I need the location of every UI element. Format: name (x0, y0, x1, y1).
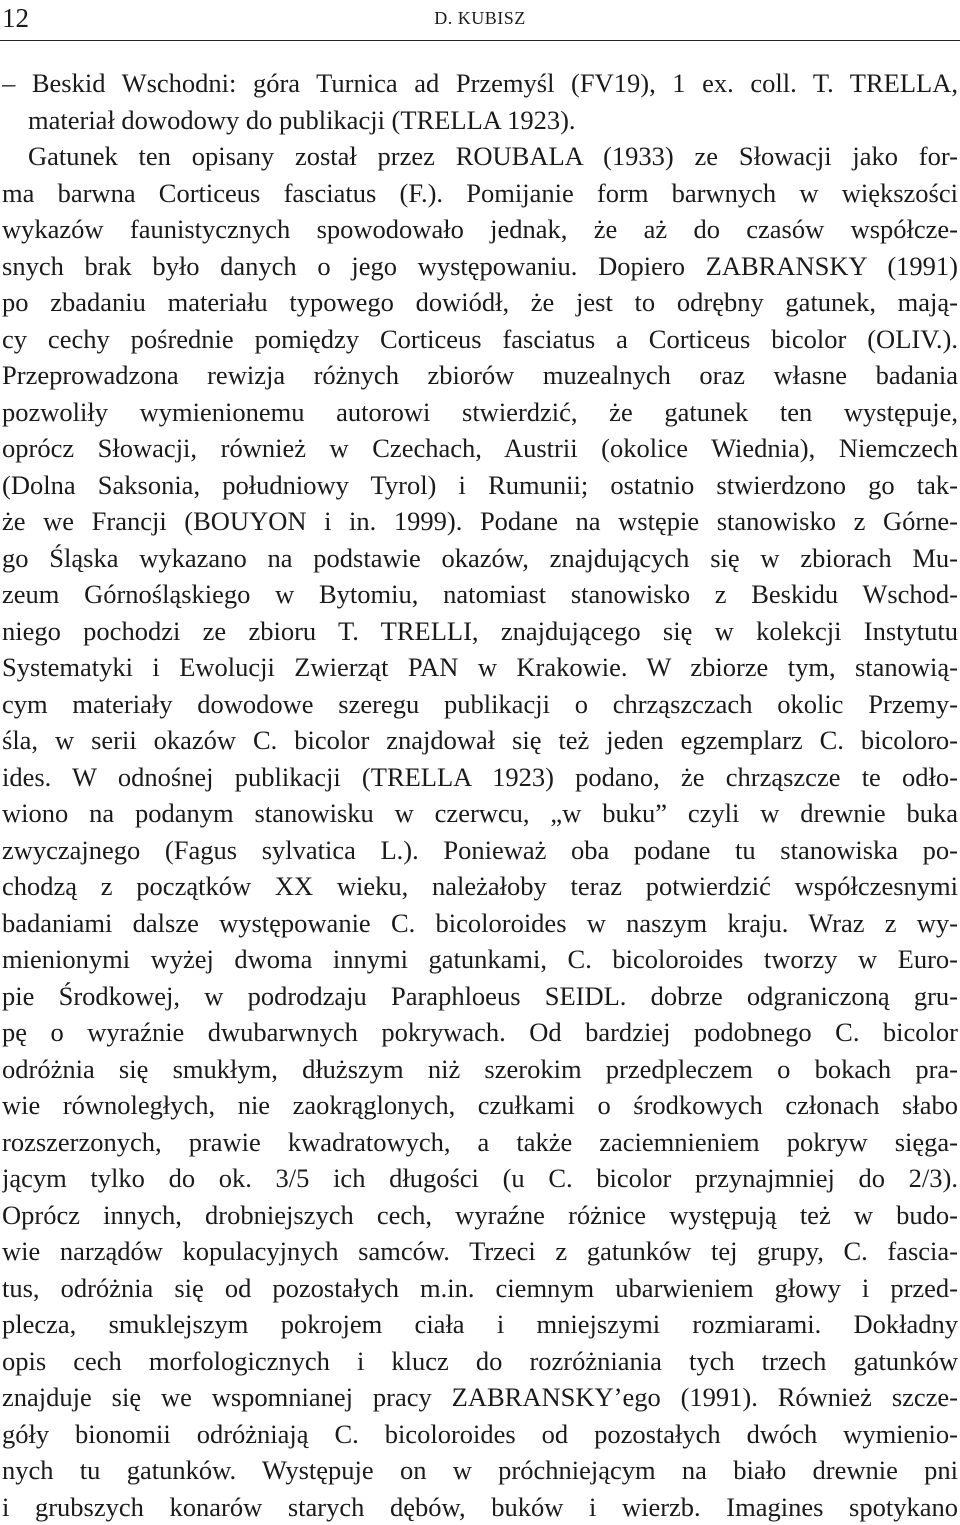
text-line: materiał dowodowy do publikacji (TRELLA 1923). (2, 102, 958, 139)
text-line: śla, w serii okazów C. bicolor znajdował się też jeden egzemplarz C. bicoloro- (2, 722, 958, 759)
text-line: (Dolna Saksonia, południowy Tyrol) i Rumunii; ostatnio stwierdzono go tak- (2, 467, 958, 504)
page-header (0, 0, 960, 41)
text-line: pę o wyraźnie dwubarwnych pokrywach. Od bardziej podobnego C. bicolor (2, 1014, 958, 1051)
text-line: po zbadaniu materiału typowego dowiódł, że jest to odrębny gatunek, mają- (2, 284, 958, 321)
text-line: że we Francji (BOUYON i in. 1999). Podane na wstępie stanowisko z Górne- (2, 503, 958, 540)
text-line: góły bionomii odróżniają C. bicoloroides od pozostałych dwóch wymienio- (2, 1416, 958, 1453)
text-line: niego pochodzi ze zbioru T. TRELLI, znajdującego się w kolekcji Instytutu (2, 613, 958, 650)
text-line: chodzą z początków XX wieku, należałoby teraz potwierdzić współczesnymi (2, 868, 958, 905)
text-line: Systematyki i Ewolucji Zwierząt PAN w Krakowie. W zbiorze tym, stanowią- (2, 649, 958, 686)
text-line: zeum Górnośląskiego w Bytomiu, natomiast stanowisko z Beskidu Wschod- (2, 576, 958, 613)
text-line: wykazów faunistycznych spowodowało jednak, że aż do czasów współcze- (2, 211, 958, 248)
page-number: 12 (2, 1, 29, 35)
running-head: D. KUBISZ (0, 6, 960, 30)
text-line: ma barwna Corticeus fasciatus (F.). Pomijanie form barwnych w większości (2, 175, 958, 212)
text-line: znajduje się we wspomnianej pracy ZABRANSKY’ego (1991). Również szcze- (2, 1379, 958, 1416)
text-line: mienionymi wyżej dwoma innymi gatunkami, C. bicoloroides tworzy w Euro- (2, 941, 958, 978)
text-line: Przeprowadzona rewizja różnych zbiorów muzealnych oraz własne badania (2, 357, 958, 394)
text-line: cy cechy pośrednie pomiędzy Corticeus fasciatus a Corticeus bicolor (OLIV.). (2, 321, 958, 358)
text-line: pie Środkowej, w podrodzaju Paraphloeus SEIDL. dobrze odgraniczoną gru- (2, 978, 958, 1015)
text-line: ides. W odnośnej publikacji (TRELLA 1923) podano, że chrząszcze te odło- (2, 759, 958, 796)
text-line: snych brak było danych o jego występowaniu. Dopiero ZABRANSKY (1991) (2, 248, 958, 285)
text-line: wie narządów kopulacyjnych samców. Trzeci z gatunków tej grupy, C. fascia- (2, 1233, 958, 1270)
text-line: wie równoległych, nie zaokrąglonych, czułkami o środkowych członach słabo (2, 1087, 958, 1124)
text-line: i grubszych konarów starych dębów, buków i wierzb. Imagines spotykano (2, 1489, 958, 1525)
text-line: zwyczajnego (Fagus sylvatica L.). Ponieważ oba podane tu stanowiska po- (2, 832, 958, 869)
text-line: cym materiały dowodowe szeregu publikacji o chrząszczach okolic Przemy- (2, 686, 958, 723)
text-line: opis cech morfologicznych i klucz do rozróżniania tych trzech gatunków (2, 1343, 958, 1380)
text-line: rozszerzonych, prawie kwadratowych, a także zaciemnieniem pokryw sięga- (2, 1124, 958, 1161)
text-line: pozwoliły wymienionemu autorowi stwierdzić, że gatunek ten występuje, (2, 394, 958, 431)
text-line: go Śląska wykazano na podstawie okazów, znajdujących się w zbiorach Mu- (2, 540, 958, 577)
text-line: tus, odróżnia się od pozostałych m.in. ciemnym ubarwieniem głowy i przed- (2, 1270, 958, 1307)
text-line: nych tu gatunków. Występuje on w próchniejącym na biało drewnie pni (2, 1452, 958, 1489)
text-line: oprócz Słowacji, również w Czechach, Austrii (okolice Wiednia), Niemczech (2, 430, 958, 467)
text-line: Gatunek ten opisany został przez ROUBALA (1933) ze Słowacji jako for- (2, 138, 958, 175)
text-line: jącym tylko do ok. 3/5 ich długości (u C. bicolor przynajmniej do 2/3). (2, 1160, 958, 1197)
text-line: – Beskid Wschodni: góra Turnica ad Przemyśl (FV19), 1 ex. coll. T. TRELLA, (2, 65, 958, 102)
text-line: wiono na podanym stanowisku w czerwcu, „w buku” czyli w drewnie buka (2, 795, 958, 832)
text-line: badaniami dalsze występowanie C. bicoloroides w naszym kraju. Wraz z wy- (2, 905, 958, 942)
text-line: plecza, smuklejszym pokrojem ciała i mniejszymi rozmiarami. Dokładny (2, 1306, 958, 1343)
body-text (2, 65, 958, 1525)
text-line: Oprócz innych, drobniejszych cech, wyraźne różnice występują też w budo- (2, 1197, 958, 1234)
text-line: odróżnia się smukłym, dłuższym niż szerokim przedpleczem o bokach pra- (2, 1051, 958, 1088)
